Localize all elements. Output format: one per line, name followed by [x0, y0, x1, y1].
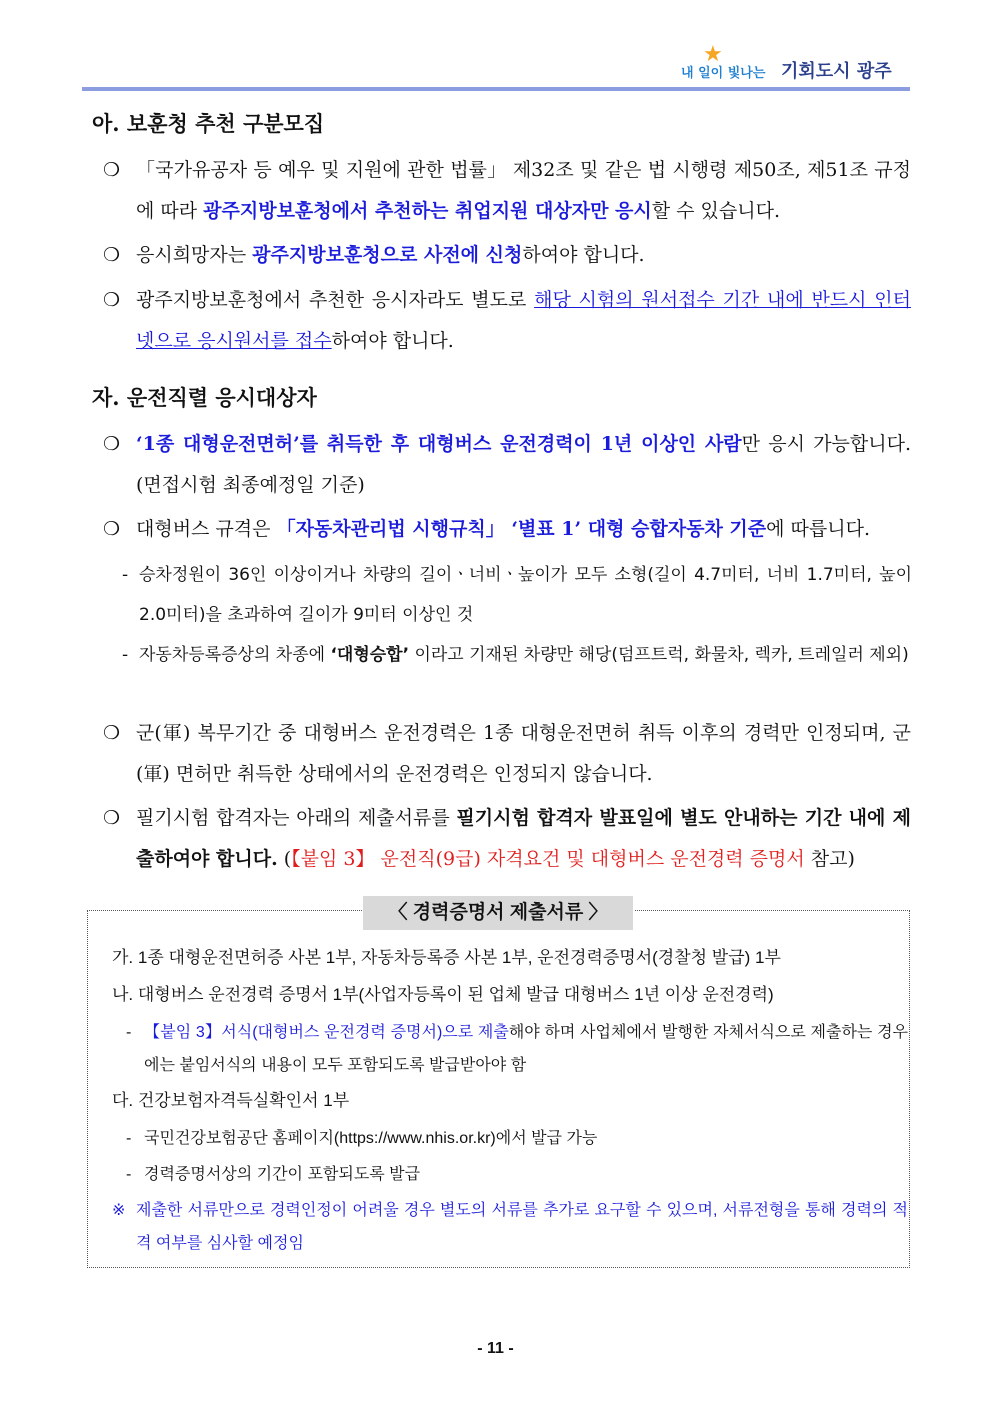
- doc-note: ※ 제출한 서류만으로 경력인정이 어려울 경우 별도의 서류를 추가로 요구할 수 있으며, 서류전형을 통해 경력의 적격 여부를 심사할 예정임: [112, 1194, 908, 1260]
- logo-slogan: 내 일이 빛나는: [681, 66, 766, 81]
- bullet-icon: ❍: [103, 433, 121, 455]
- doc-sub-item-nhis: - 국민건강보험공단 홈페이지(https://www.nhis.or.kr)에서 발급 가능: [126, 1130, 598, 1147]
- doc-item-ga: 가. 1종 대형운전면허증 사본 1부, 자동차등록증 사본 1부, 운전경력증명서(경찰청 발급) 1부: [112, 948, 781, 967]
- doc-item-na: 나. 대형버스 운전경력 증명서 1부(사업자등록이 된 업체 발급 대형버스 1년 이상 운전경력): [112, 985, 774, 1004]
- paragraph-military-experience: ❍ 군(軍) 복무기간 중 대형버스 운전경력은 1종 대형운전면허 취득 이후의 경력만 인정되며, 군(軍) 면허만 취득한 상태에서의 운전경력은 인정되지 않습니다.: [103, 713, 911, 795]
- page-number: - 11 -: [477, 1340, 514, 1357]
- note-mark-icon: ※: [112, 1202, 126, 1219]
- section-title-veterans: 아. 보훈청 추천 구분모집: [92, 111, 325, 136]
- header-logo: [681, 42, 892, 82]
- paragraph-submit-documents: ❍ 필기시험 합격자는 아래의 제출서류를 필기시험 합격자 발표일에 별도 안내하는 기간 내에 제출하여야 합니다. (【붙임 3】 운전직(9급) 자격요건 및 대형버스 운전경력 증명서 참고): [103, 798, 911, 880]
- documents-box-title: 〈 경력증명서 제출서류 〉: [362, 895, 634, 931]
- bullet-icon: ❍: [103, 518, 121, 540]
- doc-sub-item-period: - 경력증명서상의 기간이 포함되도록 발급: [126, 1166, 421, 1183]
- paragraph-bus-standard: ❍ 대형버스 규격은 「자동차관리법 시행규칙」 ‘별표 1’ 대형 승합자동차 기준에 따릅니다.: [103, 509, 911, 550]
- sub-item-registration: - 자동차등록증상의 차종에 ‘대형승합’ 이라고 기재된 차량만 해당(덤프트럭, 화물차, 렉카, 트레일러 제외): [122, 645, 909, 665]
- paragraph-veterans-law: ❍ 「국가유공자 등 예우 및 지원에 관한 법률」 제32조 및 같은 법 시행령 제50조, 제51조 규정에 따라 광주지방보훈청에서 추천하는 취업지원 대상자만 응시할 수 있습니다.: [103, 150, 911, 232]
- bullet-icon: ❍: [103, 159, 121, 181]
- doc-sub-item-form: - 【붙임 3】서식(대형버스 운전경력 증명서)으로 제출해야 하며 사업체에서 발행한 자체서식으로 제출하는 경우에는 붙임서식의 내용이 모두 포함되도록 발급받아야 함: [126, 1024, 908, 1074]
- sub-item-capacity: - 승차정원이 36인 이상이거나 차량의 길이ㆍ너비ㆍ높이가 모두 소형(길이 4.7미터, 너비 1.7미터, 높이 2.0미터)을 초과하여 길이가 9미터 이상인 것: [122, 565, 912, 625]
- logo-city-name: 기회도시 광주: [781, 61, 892, 82]
- section-title-driver: 자. 운전직렬 응시대상자: [92, 385, 317, 410]
- bullet-icon: ❍: [103, 722, 121, 744]
- star-icon: ★: [703, 42, 723, 67]
- paragraph-license-requirement: ❍ ‘1종 대형운전면허’를 취득한 후 대형버스 운전경력이 1년 이상인 사람만 응시 가능합니다.(면접시험 최종예정일 기준): [103, 424, 911, 506]
- paragraph-apply-in-advance: ❍ 응시희망자는 광주지방보훈청으로 사전에 신청하여야 합니다.: [103, 235, 911, 276]
- header-divider: [82, 87, 910, 91]
- paragraph-online-application: ❍ 광주지방보훈청에서 추천한 응시자라도 별도로 해당 시험의 원서접수 기간 내에 반드시 인터넷으로 응시원서를 접수하여야 합니다.: [103, 280, 911, 362]
- bullet-icon: ❍: [103, 244, 121, 266]
- bullet-icon: ❍: [103, 289, 121, 311]
- bullet-icon: ❍: [103, 807, 121, 829]
- doc-item-da: 다. 건강보험자격득실확인서 1부: [112, 1091, 350, 1110]
